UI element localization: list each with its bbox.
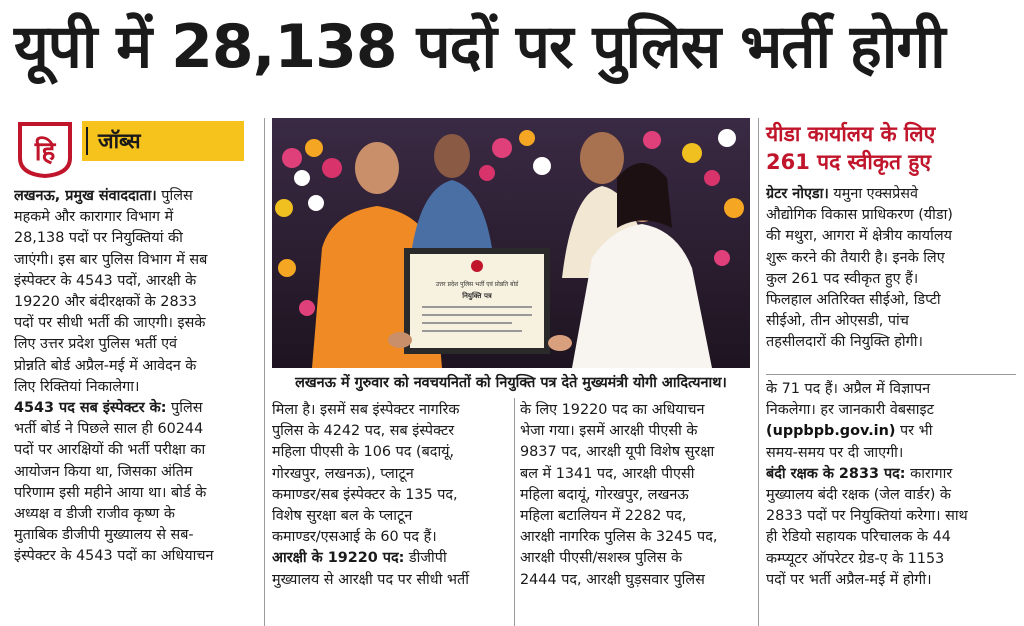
hindustan-logo-icon	[16, 120, 74, 178]
column-rule	[264, 118, 265, 626]
certificate-title: उत्तर प्रदेश पुलिस भर्ती एवं प्रोन्नति बोर्ड	[435, 281, 519, 288]
text-line: परिणाम इसी महीने आया था। बोर्ड के	[14, 484, 207, 501]
sidebar-headline	[766, 120, 1016, 176]
logo-letter: हि	[34, 137, 56, 167]
article-column-4	[766, 379, 1016, 626]
text-line: के 71 पद हैं। अप्रैल में विज्ञापन	[766, 381, 931, 397]
article-column-1	[14, 186, 260, 626]
text-line: (uppbpb.gov.in) पर भी	[766, 423, 933, 440]
text-line: औद्योगिक विकास प्राधिकरण (यीडा)	[766, 207, 953, 224]
text-line: प्रोन्नति बोर्ड अप्रैल-मई में आवेदन के	[14, 357, 197, 374]
banner-divider	[86, 127, 88, 155]
text-line: लिए उत्तर प्रदेश पुलिस भर्ती एवं	[14, 336, 178, 353]
text-line: समय-समय पर दी जाएगी।	[766, 444, 904, 461]
text-line: ग्रेटर नोएडा। यमुना एक्सप्रेसवे	[766, 186, 919, 202]
sidebar-headline-line: 261 पद स्वीकृत हुए	[766, 150, 931, 174]
text-line: मुख्यालय से आरक्षी पद पर सीधी भर्ती	[272, 571, 469, 588]
text-line: महकमे और कारागार विभाग में	[14, 209, 174, 226]
text-line: कुल 261 पद स्वीकृत हुए हैं।	[766, 270, 919, 287]
text-line: 4543 पद सब इंस्पेक्टर के: पुलिस	[14, 400, 203, 417]
text-line: अध्यक्ष व डीजी राजीव कृष्ण के	[14, 506, 175, 523]
text-line: कम्प्यूटर ऑपरेटर ग्रेड-ए के 1153	[766, 550, 945, 567]
article-column-2	[272, 400, 512, 626]
text-line: निकलेगा। हर जानकारी वेबसाइट	[766, 402, 934, 419]
text-line: आयोजन किया था, जिसका अंतिम	[14, 463, 193, 480]
text-line: आरक्षी के 19220 पद: डीजीपी	[272, 550, 447, 567]
text-line: तहसीलदारों की नियुक्ति होगी।	[766, 334, 923, 351]
hand-right	[548, 335, 572, 351]
text-line: विशेष सुरक्षा बल के प्लाटून	[272, 508, 413, 525]
text-line: भेजा गया। इसमें आरक्षी पीएसी के	[520, 423, 698, 440]
text-line: कमाण्डर/सब इंस्पेक्टर के 135 पद,	[272, 486, 458, 503]
text-line: मुख्यालय बंदी रक्षक (जेल वार्डर) के	[766, 487, 951, 504]
text-line: गोरखपुर, लखनऊ), प्लाटून	[272, 465, 414, 482]
text-line: महिला बदायूं, गोरखपुर, लखनऊ	[520, 486, 689, 503]
section-rule	[766, 374, 1016, 375]
news-photo	[272, 118, 750, 368]
photo-caption: लखनऊ में गुरुवार को नवचयनितों को नियुक्ति पत्र देते मुख्यमंत्री योगी आदित्यनाथ।	[295, 375, 727, 391]
article-column-3	[520, 400, 750, 626]
text-line: कमाण्डर/एसआई के 60 पद हैं।	[272, 529, 437, 546]
column-rule	[758, 118, 759, 626]
text-line: 2444 पद, आरक्षी घुड़सवार पुलिस	[520, 571, 705, 588]
page-title: यूपी में 28,138 पदों पर पुलिस भर्ती होगी	[14, 12, 945, 82]
text-line: 2833 पदों पर नियुक्तियां करेगा। साथ	[766, 508, 968, 525]
text-line: पदों पर भर्ती अप्रैल-मई में होगी।	[766, 571, 932, 588]
text-line: शुरू करने की तैयारी है। इनके लिए	[766, 249, 945, 266]
sidebar-headline-line: यीडा कार्यालय के लिए	[766, 122, 936, 146]
section-label: जॉब्स	[98, 129, 141, 153]
text-line: सीईओ, तीन ओएसडी, पांच	[766, 313, 909, 330]
hand-left	[388, 332, 412, 348]
text-line: महिला पीएसी के 106 पद (बदायूं,	[272, 444, 455, 461]
text-line: पदों पर सीधी भर्ती की जाएगी। इसके	[14, 315, 206, 332]
certificate-subtitle: नियुक्ति पत्र	[462, 292, 492, 300]
text-line: मिला है। इसमें सब इंस्पेक्टर नागरिक	[272, 402, 460, 418]
certificate	[404, 248, 550, 354]
text-line: भर्ती बोर्ड ने पिछले साल ही 60244	[14, 421, 204, 438]
text-line: लिए रिक्तियां निकालेगा।	[14, 378, 140, 395]
text-line: आरक्षी पीएसी/सशस्त्र पुलिस के	[520, 550, 683, 567]
text-line: बंदी रक्षक के 2833 पद: कारागार	[766, 465, 953, 482]
text-line: 28,138 पदों पर नियुक्तियां की	[14, 230, 183, 247]
text-line: मुताबिक डीजीपी मुख्यालय से सब-	[14, 527, 194, 544]
text-line: लखनऊ, प्रमुख संवाददाता। पुलिस	[14, 188, 193, 204]
text-line: पुलिस के 4242 पद, सब इंस्पेक्टर	[272, 423, 455, 440]
text-line: इंस्पेक्टर के 4543 पदों का अधियाचन	[14, 548, 214, 565]
website-link[interactable]: (uppbpb.gov.in)	[766, 423, 896, 440]
text-line: पदों पर आरक्षियों की भर्ती परीक्षा का	[14, 442, 206, 459]
text-line: 19220 और बंदीरक्षकों के 2833	[14, 294, 197, 311]
sidebar-body	[766, 184, 1016, 370]
text-line: जाएंगी। इस बार पुलिस विभाग में सब	[14, 251, 208, 268]
text-line: बल में 1341 पद, आरक्षी पीएसी	[520, 465, 695, 482]
text-line: के लिए 19220 पद का अधियाचन	[520, 402, 705, 418]
photo-illustration	[272, 118, 750, 368]
text-line: इंस्पेक्टर के 4543 पदों, आरक्षी के	[14, 272, 197, 289]
column-rule	[514, 398, 515, 626]
text-line: आरक्षी नागरिक पुलिस के 3245 पद,	[520, 529, 718, 546]
section-banner	[82, 121, 244, 161]
text-line: महिला बटालियन में 2282 पद,	[520, 508, 687, 525]
text-line: की मथुरा, आगरा में क्षेत्रीय कार्यालय	[766, 228, 952, 245]
text-line: फिलहाल अतिरिक्त सीईओ, डिप्टी	[766, 292, 941, 309]
text-line: ही रेडियो सहायक परिचालक के 44	[766, 529, 951, 546]
text-line: 9837 पद, आरक्षी यूपी विशेष सुरक्षा	[520, 444, 715, 461]
